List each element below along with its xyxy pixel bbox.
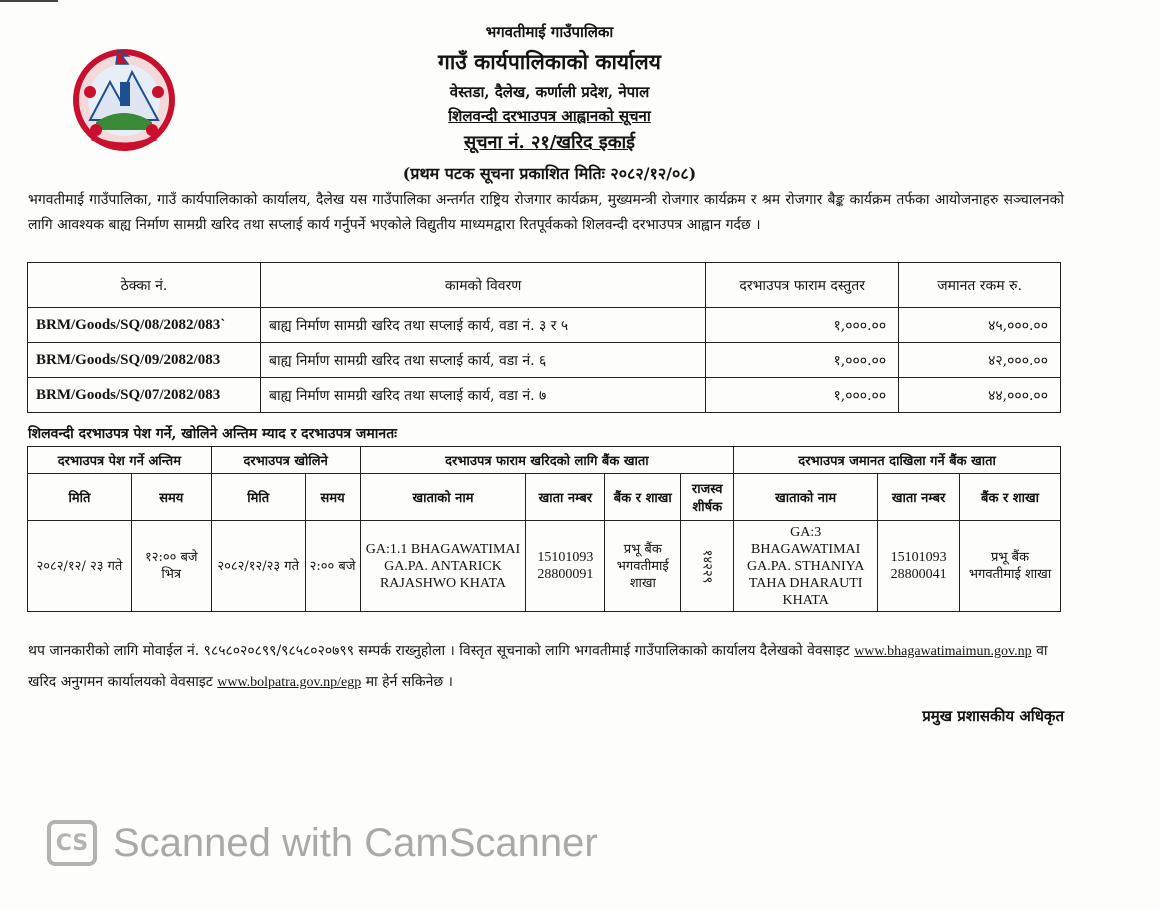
- col-form-fee: दरभाउपत्र फाराम दस्तुतर: [706, 263, 899, 308]
- camscanner-watermark: [47, 820, 598, 866]
- scan-edge-line: [0, 0, 58, 2]
- revenue-head: १४२२९: [699, 549, 715, 583]
- contract-code: BRM/Goods/SQ/09/2082/083: [28, 343, 261, 378]
- sub-open-time: समय: [305, 474, 360, 521]
- col-bond-amount: जमानत रकम रु.: [899, 263, 1061, 308]
- contracts-header-row: [28, 263, 1061, 308]
- group-submit-deadline: दरभाउपत्र पेश गर्ने अन्तिम: [28, 447, 212, 474]
- camscanner-logo-icon: CS: [47, 820, 97, 866]
- open-time: २:०० बजे: [305, 521, 360, 612]
- group-bond-bank-account: दरभाउपत्र जमानत दाखिला गर्ने बैंक खाता: [734, 447, 1061, 474]
- office-address: वेस्तडा, दैलेख, कर्णाली प्रदेश, नेपाल: [449, 83, 650, 101]
- open-date: २०८२/१२/२३ गते: [211, 521, 305, 612]
- bond-bank-branch: प्रभू बैंक भगवतीमाई शाखा: [960, 521, 1061, 612]
- work-description: बाह्य निर्माण सामग्री खरिद तथा सप्लाई कार्य, वडा नं. ६: [260, 343, 705, 378]
- submit-time: १२:०० बजे भित्र: [131, 521, 211, 612]
- municipality-name: भगवतीमाई गाउँपालिका: [485, 23, 614, 41]
- footer-middle-text: वा खरिद अनुगमन कार्यालयको वेवसाइट: [28, 643, 1048, 690]
- sub-revenue-head: राजस्व शीर्षक: [681, 474, 734, 521]
- sub-bond-account-name: खाताको नाम: [734, 474, 878, 521]
- table-row: [28, 343, 1061, 378]
- sub-submit-time: समय: [131, 474, 211, 521]
- form-bank-branch: प्रभू बैंक भगवतीमाई शाखा: [605, 521, 681, 612]
- group-form-bank-account: दरभाउपत्र फाराम खरिदको लागि बैंक खाता: [360, 447, 734, 474]
- schedule-sub-header-row: [28, 474, 1061, 521]
- group-opening: दरभाउपत्र खोलिने: [211, 447, 360, 474]
- form-account-number: 15101093 28800091: [526, 521, 605, 612]
- bond-amount: ४५,०००.००: [899, 308, 1061, 343]
- sub-form-bank: बैंक र शाखा: [605, 474, 681, 521]
- table-row: [28, 378, 1061, 413]
- publish-date: (प्रथम पटक सूचना प्रकाशित मितिः २०८२/१२/०८): [402, 164, 697, 183]
- sub-submit-date: मिति: [28, 474, 132, 521]
- intro-paragraph: भगवतीमाई गाउँपालिका, गाउँ कार्यपालिकाको कार्यालय, दैलेख यस गाउँपालिका अन्तर्गत राष्ट्रिय रोजगार कार्यक्रम, मुख्यमन्त्री रोजगार कार्यक्रम र श्रम रोजगार बैङ्क कार्यक्रम तर्फका आयोजनाहरु सञ्चालनको लागि आवश्यक बाह्य निर्माण सामग्री खरिद तथा सप्लाई कार्य गर्नुपर्ने भएकोले विद्युतीय माध्यमद्वारा रितपूर्वकको शिलवन्दी दरभाउपत्र आह्वान गर्दछ ।: [28, 192, 1064, 233]
- form-fee: १,०००.००: [706, 343, 899, 378]
- bond-account-number: 15101093 28800041: [878, 521, 960, 612]
- sub-form-account-name: खाताको नाम: [360, 474, 526, 521]
- form-fee: १,०००.००: [706, 308, 899, 343]
- form-account-name: GA:1.1 BHAGAWATIMAI GA.PA. ANTARICK RAJASHWO KHATA: [360, 521, 526, 612]
- bond-amount: ४४,०००.००: [899, 378, 1061, 413]
- bolpatra-website-link[interactable]: www.bolpatra.gov.np/egp: [217, 675, 362, 690]
- work-description: बाह्य निर्माण सामग्री खरिद तथा सप्लाई कार्य, वडा नं. ३ र ५: [260, 308, 705, 343]
- watermark-text: Scanned with CamScanner: [113, 820, 598, 865]
- form-fee: १,०००.००: [706, 378, 899, 413]
- contracts-table: [27, 262, 1061, 413]
- footer-paragraph: [28, 636, 1064, 698]
- contact-text: थप जानकारीको लागि मोवाईल नं. ९८५८०२०८९९/९८५८०२०७९९ सम्पर्क राख्नुहोला । विस्तृत सूचनाको लागि भगवतीमाई गाउँपालिकाको कार्यालय दैलेखको वेवसाइट: [28, 643, 850, 659]
- municipality-website-link[interactable]: www.bhagawatimaimun.gov.np: [854, 644, 1032, 659]
- revenue-head-cell: [681, 521, 734, 612]
- notice-type: शिलवन्दी दरभाउपत्र आह्वानको सूचना: [448, 107, 651, 125]
- col-contract-no: ठेक्का नं.: [28, 263, 261, 308]
- bond-amount: ४२,०००.००: [899, 343, 1061, 378]
- office-name: गाउँ कार्यपालिकाको कार्यालय: [438, 49, 661, 74]
- table-row: [28, 308, 1061, 343]
- schedule-table: [27, 446, 1061, 612]
- table-row: [28, 521, 1061, 612]
- schedule-group-header-row: [28, 447, 1061, 474]
- contract-code: BRM/Goods/SQ/08/2082/083`: [28, 308, 261, 343]
- contract-code: BRM/Goods/SQ/07/2082/083: [28, 378, 261, 413]
- work-description: बाह्य निर्माण सामग्री खरिद तथा सप्लाई कार्य, वडा नं. ७: [260, 378, 705, 413]
- bond-account-name: GA:3 BHAGAWATIMAI GA.PA. STHANIYA TAHA DHARAUTI KHATA: [734, 521, 878, 612]
- sub-form-account-no: खाता नम्बर: [526, 474, 605, 521]
- sub-bond-account-no: खाता नम्बर: [878, 474, 960, 521]
- schedule-heading: शिलवन्दी दरभाउपत्र पेश गर्ने, खोलिने अन्तिम म्याद र दरभाउपत्र जमानतः: [28, 426, 398, 442]
- sub-open-date: मिति: [211, 474, 305, 521]
- notice-number: सूचना नं. २१/खरिद इकाई: [463, 132, 636, 153]
- footer-end-text: मा हेर्न सकिनेछ ।: [365, 674, 453, 690]
- sub-bond-bank: बैंक र शाखा: [960, 474, 1061, 521]
- signatory: प्रमुख प्रशासकीय अधिकृत: [922, 707, 1064, 725]
- submit-date: २०८२/१२/ २३ गते: [28, 521, 132, 612]
- col-work-description: कामको विवरण: [260, 263, 705, 308]
